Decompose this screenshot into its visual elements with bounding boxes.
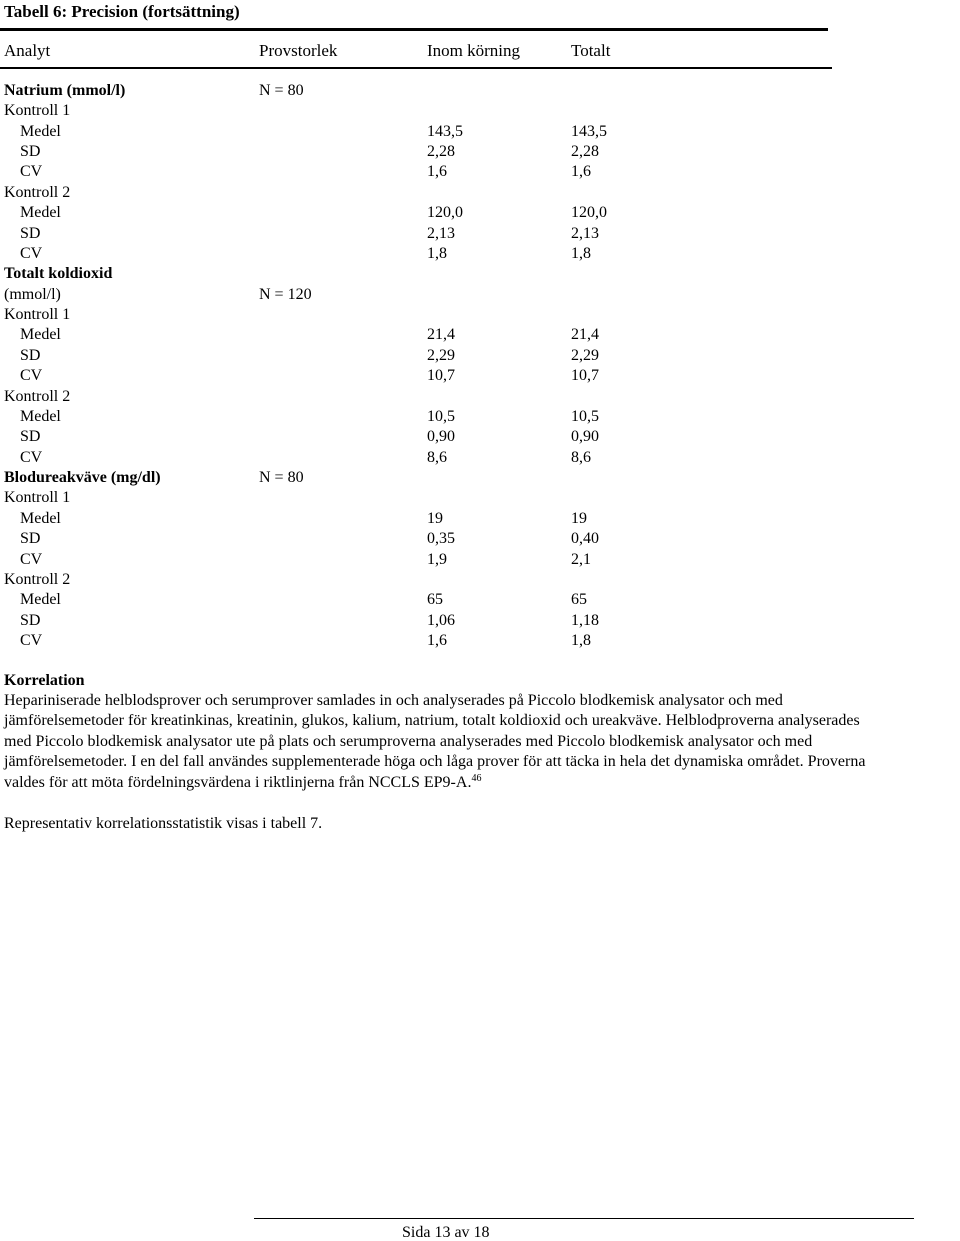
table-top-rule [0,28,828,31]
within-run-cell: 1,06 [427,611,455,629]
total-cell: 65 [571,591,587,609]
row-label: CV [20,244,43,262]
total-cell: 1,18 [571,611,599,629]
row-label: CV [20,367,43,385]
table-row [0,633,960,653]
total-cell: 2,28 [571,143,599,161]
within-run-cell: 120,0 [427,204,463,222]
table-row [0,409,960,429]
table-row [0,470,960,490]
total-cell: 19 [571,509,587,527]
row-label: SD [20,428,41,446]
sample-size-cell: N = 120 [259,285,312,303]
row-label: SD [20,224,41,242]
within-run-cell: 1,8 [427,244,447,262]
within-run-cell: 8,6 [427,448,447,466]
column-header-analyte: Analyt [4,41,51,60]
correlation-line: valdes för att möta fördelningsvärdena i riktlinjerna från NCCLS EP9-A. [4,773,472,791]
total-cell: 10,7 [571,367,599,385]
total-cell: 120,0 [571,204,607,222]
column-header-total: Totalt [571,41,611,60]
within-run-cell: 0,90 [427,428,455,446]
within-run-cell: 1,9 [427,550,447,568]
table-row [0,531,960,551]
within-run-cell: 65 [427,591,443,609]
total-cell: 2,1 [571,550,591,568]
within-run-cell: 0,35 [427,530,455,548]
table-row [0,592,960,612]
table-row [0,429,960,449]
total-cell: 1,8 [571,631,591,649]
table-row [0,613,960,633]
sample-size-cell: N = 80 [259,82,304,99]
table-row [0,83,960,103]
footer-rule [254,1218,914,1219]
within-run-cell: 2,29 [427,346,455,364]
row-label: CV [20,448,43,466]
total-cell: 0,40 [571,530,599,548]
total-cell: 143,5 [571,122,607,140]
table-row [0,287,960,307]
correlation-line: med Piccolo blodkemisk analysator ute på plats och serumproverna analyserades med Piccolo blodkemisk analysator och med [4,732,813,750]
table-row [0,144,960,164]
table-row [0,389,960,409]
within-run-cell: 1,6 [427,163,447,181]
total-cell: 8,6 [571,448,591,466]
row-label: Kontroll 2 [4,387,71,405]
within-run-cell: 10,5 [427,407,455,425]
row-label: CV [20,550,43,568]
row-label: Medel [20,591,61,609]
table-row [0,572,960,592]
table-header-rule [0,67,832,69]
column-header-within-run: Inom körning [427,41,521,60]
sample-size-cell: N = 80 [259,469,304,487]
row-label: Medel [20,326,61,344]
correlation-line: Hepariniserade helblodsprover och serumprover samlades in och analyserades på Piccolo blodkemisk analysator och med [4,692,783,709]
row-label: Kontroll 1 [4,489,71,507]
table-row [0,205,960,225]
table-row [0,266,960,286]
column-header-sample-size: Provstorlek [259,41,338,60]
row-label: Kontroll 2 [4,183,71,201]
within-run-cell: 2,28 [427,143,455,161]
correlation-line-last [4,773,960,793]
within-run-cell: 1,6 [427,631,447,649]
row-label: CV [20,163,43,181]
correlation-summary: Representativ korrelationsstatistik visas i tabell 7. [4,815,323,832]
table-row [0,368,960,388]
row-label: Kontroll 2 [4,570,71,588]
row-label: Medel [20,122,61,140]
total-cell: 21,4 [571,326,599,344]
reference-superscript: 46 [471,772,482,784]
table-row [0,327,960,347]
correlation-paragraph [4,691,960,793]
within-run-cell: 19 [427,509,443,527]
total-cell: 2,29 [571,346,599,364]
within-run-cell: 143,5 [427,122,463,140]
within-run-cell: 2,13 [427,224,455,242]
row-label: SD [20,143,41,161]
row-label: Medel [20,204,61,222]
table-row [0,124,960,144]
row-label: Medel [20,407,61,425]
row-label: Natrium (mmol/l) [4,82,126,99]
table-title: Tabell 6: Precision (fortsättning) [4,2,240,21]
row-label: Kontroll 1 [4,102,71,120]
table-row [0,103,960,123]
correlation-line: jämförelsemetoder för kreatinkinas, kreatinin, glukos, kalium, natrium, totalt koldioxid och ureakväve. Helblodproverna analyserades [4,712,860,730]
total-cell: 10,5 [571,407,599,425]
within-run-cell: 10,7 [427,367,455,385]
correlation-line: jämförelsemetoder. I en del fall användes supplementerade höga och låga prover för att täcka in hela det dynamiska området. Proverna [4,753,866,771]
row-label: SD [20,611,41,629]
correlation-heading: Korrelation [4,672,85,689]
table-row [0,450,960,470]
table-row [0,348,960,368]
table-row [0,185,960,205]
row-label: SD [20,530,41,548]
table-row [0,490,960,510]
row-label: Medel [20,509,61,527]
table-row [0,246,960,266]
table-row [0,164,960,184]
table-row [0,226,960,246]
total-cell: 2,13 [571,224,599,242]
row-label: SD [20,346,41,364]
row-label: (mmol/l) [4,285,61,303]
row-label: Totalt koldioxid [4,265,113,283]
row-label: Kontroll 1 [4,306,71,324]
row-label: Blodureakväve (mg/dl) [4,469,161,487]
row-label: CV [20,631,43,649]
total-cell: 1,6 [571,163,591,181]
total-cell: 1,8 [571,244,591,262]
total-cell: 0,90 [571,428,599,446]
table-row [0,552,960,572]
table-row [0,511,960,531]
page-number: Sida 13 av 18 [402,1224,490,1241]
within-run-cell: 21,4 [427,326,455,344]
table-row [0,307,960,327]
